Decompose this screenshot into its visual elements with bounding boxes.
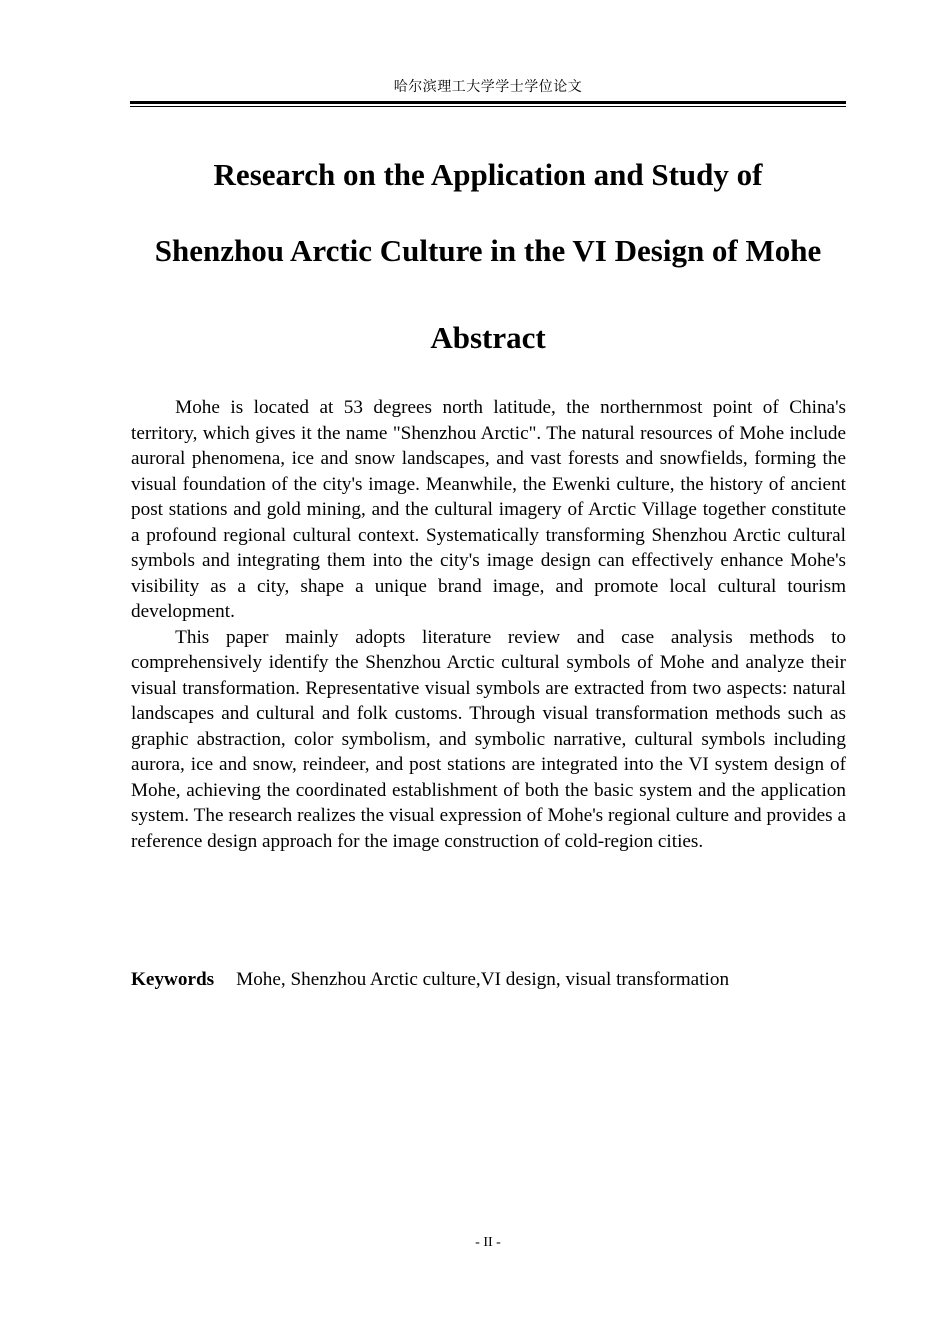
abstract-paragraph-2: This paper mainly adopts literature review and case analysis methods to comprehensively identify the Shenzhou Arctic cultural symbols of Mohe and analyze their visual transformation. Representative visual symbols are extracted from two aspects: natural landscapes and cultural and folk customs. Through visual transformation methods such as graphic abstraction, color symbolism, and symbolic narrative, cultural symbols including aurora, ice and snow, reindeer, and post stations are integrated into the VI system design of Mohe, achieving the coordinated establishment of both the basic system and the application system. The research realizes the visual expression of Mohe's regional culture and provides a reference design approach for the image construction of cold-region cities. <box>131 626 846 852</box>
abstract-body <box>131 395 846 854</box>
keywords-line <box>131 967 846 993</box>
abstract-heading: Abstract <box>430 320 546 355</box>
page-number: - II - <box>475 1235 501 1250</box>
abstract-paragraph-1: Mohe is located at 53 degrees north latitude, the northernmost point of China's territory, which gives it the name "Shenzhou Arctic". The natural resources of Mohe include auroral phenomena, ice and snow landscapes, and vast forests and snowfields, forming the visual foundation of the city's image. Meanwhile, the Ewenki culture, the history of ancient post stations and gold mining, and the cultural imagery of Arctic Village together constitute a profound regional cultural context. Systematically transforming Shenzhou Arctic cultural symbols and integrating them into the city's image design can effectively enhance Mohe's visibility as a city, shape a unique brand image, and promote local cultural tourism development. <box>131 397 846 622</box>
thesis-title-line-1: Research on the Application and Study of <box>213 157 763 192</box>
header-rule-thick <box>130 101 846 104</box>
thesis-title-line-2: Shenzhou Arctic Culture in the VI Design of Mohe <box>154 233 822 268</box>
keywords-label: Keywords <box>131 969 215 990</box>
header-rule-thin <box>130 106 846 107</box>
running-header: 哈尔滨理工大学学士学位论文 <box>393 79 583 95</box>
keywords-text: Mohe, Shenzhou Arctic culture,VI design, visual transformation <box>236 969 730 990</box>
